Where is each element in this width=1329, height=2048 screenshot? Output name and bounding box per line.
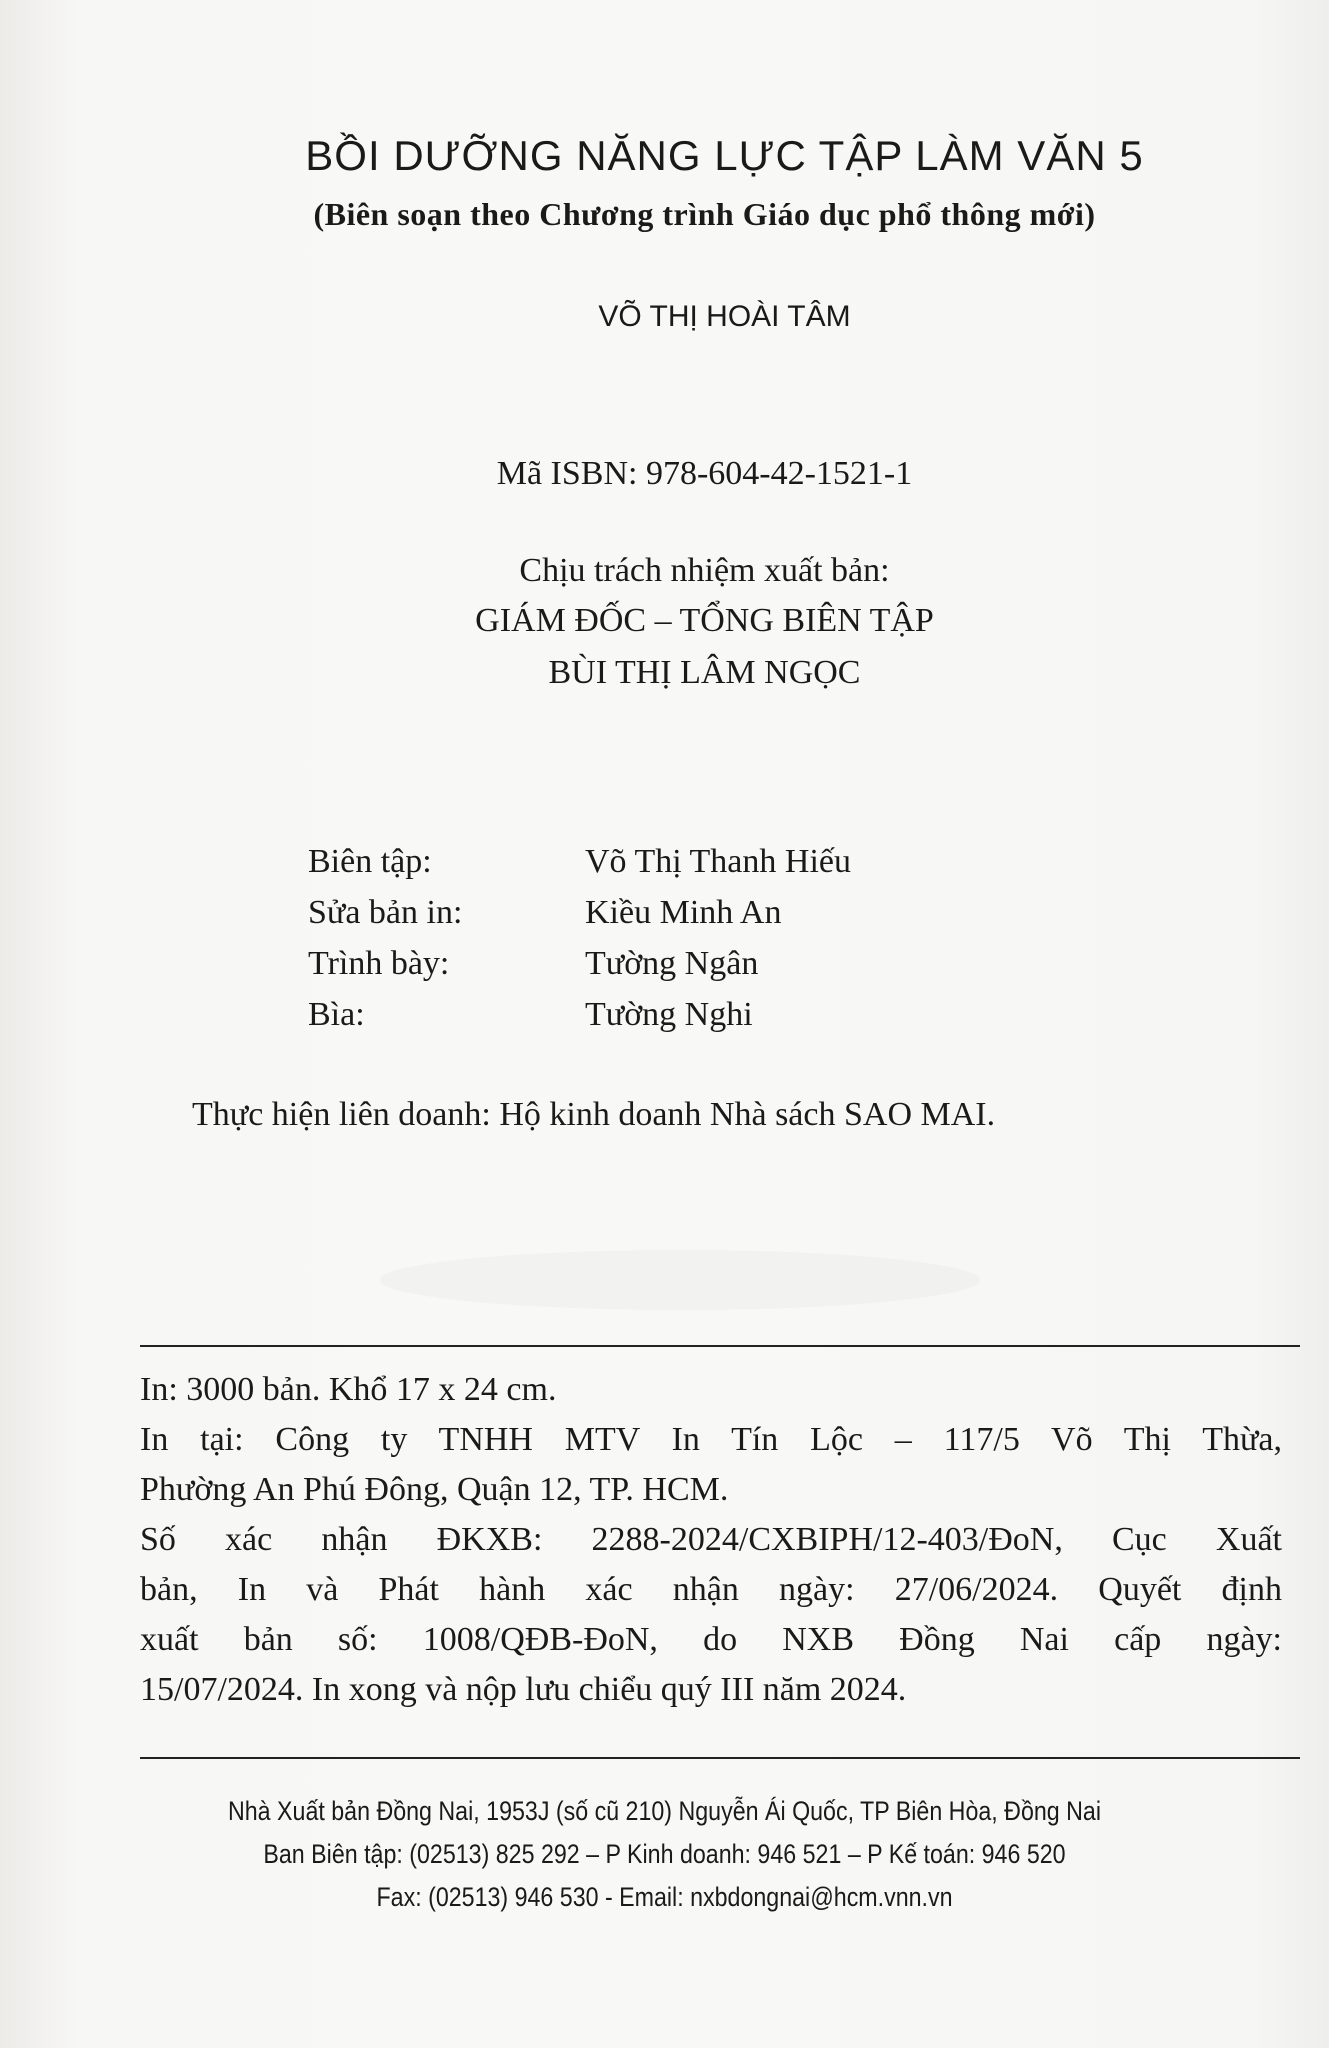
credit-label: Bìa:	[308, 995, 365, 1033]
registration-line-3: xuất bản số: 1008/QĐB-ĐoN, do NXB Đồng Nai cấp ngày:	[140, 1621, 1282, 1658]
credit-label: Biên tập:	[308, 842, 432, 880]
responsibility-label: Chịu trách nhiệm xuất bản:	[519, 552, 890, 589]
book-subtitle: (Biên soạn theo Chương trình Giáo dục phổ thông mới)	[313, 196, 1096, 232]
credit-value: Võ Thị Thanh Hiếu	[585, 842, 851, 880]
credit-label: Sửa bản in:	[308, 893, 463, 931]
registration-line-2: bản, In và Phát hành xác nhận ngày: 27/06/2024. Quyết định	[140, 1571, 1282, 1608]
publisher-phones: Ban Biên tập: (02513) 825 292 – P Kinh doanh: 946 521 – P Kế toán: 946 520	[263, 1839, 1066, 1869]
print-run: In: 3000 bản. Khổ 17 x 24 cm.	[140, 1371, 557, 1408]
credit-value: Tường Ngân	[585, 944, 759, 982]
credit-row-cover	[308, 989, 851, 1040]
divider-bottom	[140, 1757, 1300, 1759]
printing-info	[140, 1365, 1282, 1715]
joint-venture-line: Thực hiện liên doanh: Hộ kinh doanh Nhà sách SAO MAI.	[192, 1096, 996, 1133]
printer-address: Phường An Phú Đông, Quận 12, TP. HCM.	[140, 1471, 729, 1508]
credit-value: Tường Nghi	[585, 995, 753, 1033]
credits-list	[308, 836, 851, 1040]
publisher-contact	[0, 1790, 1329, 1919]
credit-row-layout	[308, 938, 851, 989]
publisher-address: Nhà Xuất bản Đồng Nai, 1953J (số cũ 210) Nguyễn Ái Quốc, TP Biên Hòa, Đồng Nai	[227, 1796, 1101, 1826]
bleed-through-shadow	[380, 1250, 980, 1310]
divider-top	[140, 1345, 1300, 1347]
book-title: BỒI DƯỠNG NĂNG LỰC TẬP LÀM VĂN 5	[305, 132, 1144, 179]
credit-value: Kiều Minh An	[585, 893, 782, 931]
author-name: VÕ THỊ HOÀI TÂM	[598, 300, 851, 333]
publisher-fax-email: Fax: (02513) 946 530 - Email: nxbdongnai@hcm.vnn.vn	[376, 1882, 953, 1912]
responsibility-name: BÙI THỊ LÂM NGỌC	[548, 654, 861, 691]
credit-row-proofreader	[308, 887, 851, 938]
credit-label: Trình bày:	[308, 944, 450, 982]
printer-line: In tại: Công ty TNHH MTV In Tín Lộc – 117/5 Võ Thị Thừa,	[140, 1421, 1282, 1458]
registration-line-1: Số xác nhận ĐKXB: 2288-2024/CXBIPH/12-403/ĐoN, Cục Xuất	[140, 1521, 1282, 1558]
responsibility-role: GIÁM ĐỐC – TỔNG BIÊN TẬP	[475, 602, 934, 639]
credit-row-editor	[308, 836, 851, 887]
registration-line-4: 15/07/2024. In xong và nộp lưu chiểu quý III năm 2024.	[140, 1671, 907, 1708]
isbn: Mã ISBN: 978-604-42-1521-1	[496, 455, 913, 492]
